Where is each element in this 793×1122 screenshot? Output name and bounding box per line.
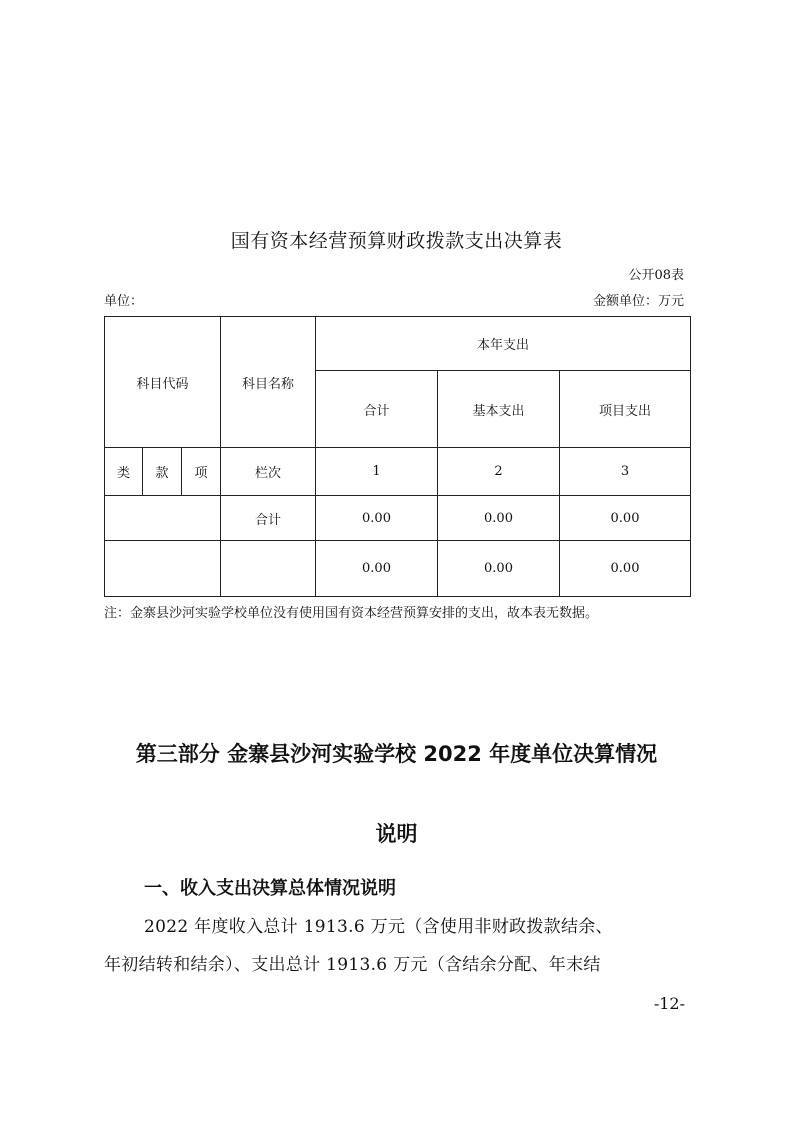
column-index-2: 2 — [438, 448, 560, 496]
column-index-1: 1 — [316, 448, 438, 496]
paragraph-line: 年初结转和结余）、支出总计 1913.6 万元（含结余分配、年末结 — [104, 955, 601, 975]
table-title: 国有资本经营预算财政拨款支出决算表 — [230, 230, 563, 252]
header-year-expense: 本年支出 — [316, 317, 691, 371]
subheading: 一、收入支出决算总体情况说明 — [144, 878, 396, 899]
table-note: 注：金寨县沙河实验学校单位没有使用国有资本经营预算安排的支出，故本表无数据。 — [104, 606, 599, 621]
column-index-label: 栏次 — [221, 448, 316, 496]
header-subject-name: 科目名称 — [221, 317, 316, 448]
unit-label: 单位： — [104, 294, 144, 309]
header-total: 合计 — [316, 371, 438, 448]
subheader-xiang: 项 — [182, 448, 221, 496]
column-index-3: 3 — [560, 448, 691, 496]
table-code: 公开08表 — [628, 268, 684, 283]
table-row — [105, 496, 691, 541]
section-title-continued: 说明 — [375, 822, 418, 846]
row-code — [105, 496, 221, 541]
amount-unit: 金额单位：万元 — [592, 294, 684, 309]
table-row — [105, 541, 691, 597]
row-total: 0.00 — [316, 496, 438, 541]
row-project: 0.00 — [560, 496, 691, 541]
row-basic: 0.00 — [438, 541, 560, 597]
paragraph-line: 2022 年度收入总计 1913.6 万元（含使用非财政拨款结余、 — [144, 917, 613, 937]
subheader-kuan: 款 — [143, 448, 182, 496]
subheader-lei: 类 — [105, 448, 143, 496]
row-project: 0.00 — [560, 541, 691, 597]
section-title: 第三部分 金寨县沙河实验学校 2022 年度单位决算情况 — [135, 742, 658, 766]
row-total: 0.00 — [316, 541, 438, 597]
page-number: -12- — [653, 994, 685, 1013]
row-code — [105, 541, 221, 597]
row-name: 合计 — [221, 496, 316, 541]
row-name — [221, 541, 316, 597]
row-basic: 0.00 — [438, 496, 560, 541]
header-subject-code: 科目代码 — [105, 317, 221, 448]
header-basic-expense: 基本支出 — [438, 371, 560, 448]
header-project-expense: 项目支出 — [560, 371, 691, 448]
budget-table — [104, 316, 691, 597]
